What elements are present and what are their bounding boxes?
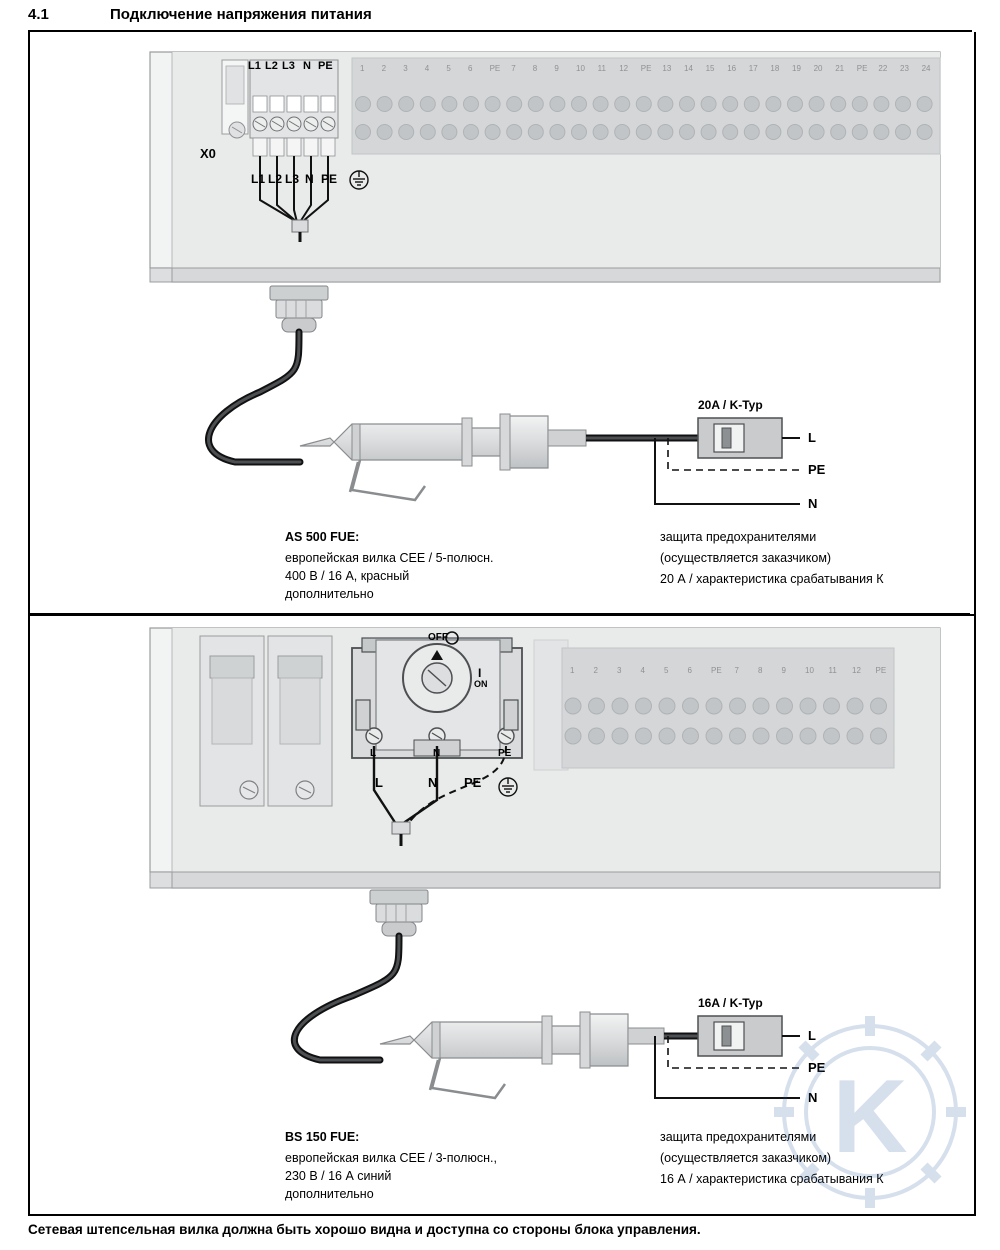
caption-bs150-title: BS 150 FUE: — [285, 1130, 360, 1144]
switch-terminal-pe: PE — [498, 748, 512, 759]
rail-number-top: 7 — [511, 64, 516, 73]
page-title: Подключение напряжения питания — [110, 6, 372, 23]
rail-number-top: 23 — [900, 64, 909, 73]
rail-number-top: 4 — [424, 64, 430, 73]
rail-number-top: 3 — [403, 64, 408, 73]
caption-bs150-line3: дополнительно — [285, 1187, 374, 1201]
rail-number-top: 8 — [532, 64, 538, 73]
conductor-label-n-top: N — [808, 496, 818, 511]
wire-label-n-bottom: N — [428, 775, 438, 790]
fuse-label-20a: 20A / K-Typ — [698, 398, 763, 412]
rail-number-bottom: 4 — [640, 666, 645, 675]
switch-on-label: ON — [474, 679, 488, 689]
rail-number-top: 19 — [792, 64, 801, 73]
terminal-label-n-top: N — [303, 60, 311, 72]
wire-label-l3: L3 — [285, 172, 300, 186]
caption-bs150-line2: 230 В / 16 А синий — [285, 1169, 392, 1183]
switch-terminal-n: N — [433, 748, 441, 759]
rail-number-top: 12 — [619, 64, 629, 73]
caption-as500-line2: 400 В / 16 А, красный — [285, 569, 410, 583]
conductor-label-l-bottom: L — [808, 1028, 816, 1043]
rail-number-bottom: 1 — [570, 666, 575, 675]
caption-as500-title: AS 500 FUE: — [285, 530, 360, 544]
wire-label-pe: PE — [321, 172, 338, 186]
rail-number-top: PE — [640, 64, 652, 73]
rail-number-bottom: 11 — [828, 666, 837, 675]
caption-fuse-top-line1: защита предохранителями — [660, 530, 817, 544]
caption-fuse-bottom-line1: защита предохранителями — [660, 1130, 817, 1144]
rail-number-top: 9 — [554, 64, 559, 73]
wire-label-l-bottom: L — [375, 775, 383, 790]
rail-number-bottom: 2 — [593, 666, 598, 675]
wire-label-pe-bottom: PE — [464, 775, 482, 790]
rail-number-bottom: 3 — [617, 666, 622, 675]
rail-number-bottom: 5 — [664, 666, 669, 675]
rail-number-top: 18 — [770, 64, 780, 73]
rail-number-top: 6 — [468, 64, 473, 73]
conductor-label-pe-top: PE — [808, 462, 826, 477]
rail-number-top: PE — [856, 64, 868, 73]
svg-text:K: K — [832, 1059, 908, 1175]
rail-number-bottom: 10 — [805, 666, 814, 675]
rail-number-top: 5 — [446, 64, 451, 73]
wire-label-l1: L1 — [251, 172, 266, 186]
caption-as500-line3: дополнительно — [285, 587, 374, 601]
wire-label-l2: L2 — [268, 172, 283, 186]
conductor-label-l-top: L — [808, 430, 816, 445]
rail-number-bottom: PE — [875, 666, 887, 675]
rail-number-top: 15 — [705, 64, 715, 73]
caption-fuse-top-line2: (осуществляется заказчиком) — [660, 551, 832, 565]
figure-panel-bs150 — [28, 614, 976, 1216]
terminal-label-l3-top: L3 — [282, 60, 295, 72]
switch-off-label: OFF — [428, 632, 448, 643]
terminal-label-l1-top: L1 — [248, 60, 261, 72]
rail-number-bottom: 6 — [687, 666, 692, 675]
conductor-label-n-bottom: N — [808, 1090, 818, 1105]
switch-terminal-l: L — [370, 748, 377, 759]
rail-number-top: 11 — [597, 64, 606, 73]
switch-on-symbol: I — [478, 666, 482, 680]
rail-number-top: 22 — [878, 64, 888, 73]
caption-fuse-top-line3: 20 А / характеристика срабатывания К — [660, 572, 884, 586]
footer-note: Сетевая штепсельная вилка должна быть хорошо видна и доступна со стороны блока управления. — [28, 1222, 701, 1237]
rail-number-top: 20 — [813, 64, 823, 73]
rail-number-top: 17 — [748, 64, 758, 73]
rail-number-bottom: 9 — [781, 666, 786, 675]
rail-number-bottom: PE — [711, 666, 722, 675]
terminal-block-label-x0: X0 — [200, 146, 216, 161]
rail-number-bottom: 8 — [758, 666, 763, 675]
rail-number-top: 1 — [360, 64, 365, 73]
terminal-label-pe-top: PE — [318, 60, 333, 72]
caption-fuse-bottom-line2: (осуществляется заказчиком) — [660, 1151, 832, 1165]
rail-number-top: 10 — [576, 64, 585, 73]
rail-number-top: 14 — [684, 64, 693, 73]
rail-number-bottom: 12 — [852, 666, 861, 675]
rail-number-top: 16 — [727, 64, 737, 73]
rail-number-top: 21 — [835, 64, 845, 73]
caption-as500-line1: европейская вилка CEE / 5-полюсн. — [285, 551, 494, 565]
wire-label-n: N — [305, 172, 314, 186]
terminal-label-l2-top: L2 — [265, 60, 278, 72]
rail-number-top: PE — [489, 64, 501, 73]
rail-number-top: 2 — [381, 64, 387, 73]
fuse-label-16a: 16A / K-Typ — [698, 996, 763, 1010]
caption-bs150-line1: европейская вилка CEE / 3-полюсн., — [285, 1151, 497, 1165]
conductor-label-pe-bottom: PE — [808, 1060, 826, 1075]
rail-number-bottom: 7 — [734, 666, 739, 675]
caption-fuse-bottom-line3: 16 А / характеристика срабатывания К — [660, 1172, 884, 1186]
rail-number-top: 13 — [662, 64, 672, 73]
section-number: 4.1 — [28, 6, 49, 23]
rail-number-top: 24 — [921, 64, 931, 73]
